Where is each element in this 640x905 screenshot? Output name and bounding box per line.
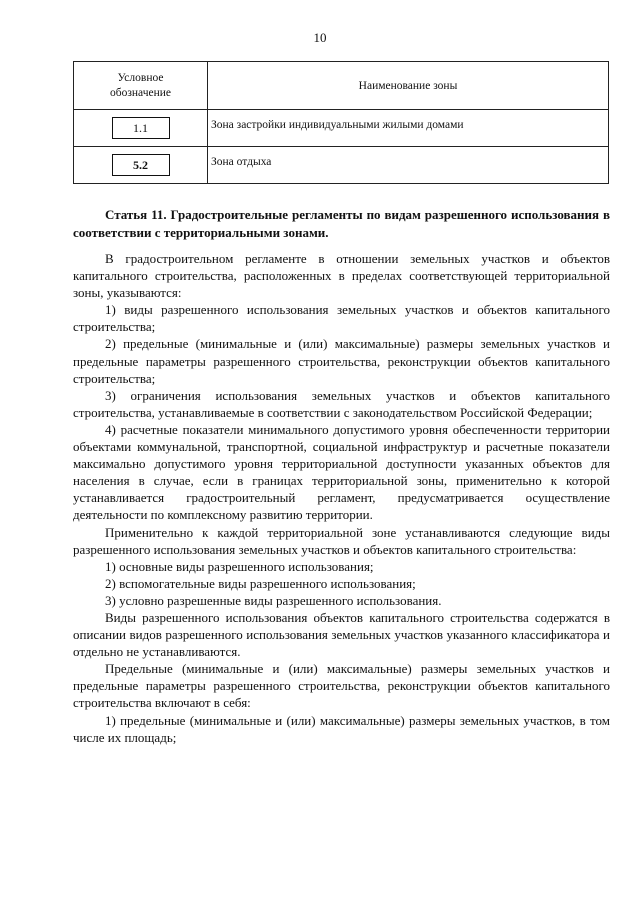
paragraph: Предельные (минимальные и (или) максимальные) размеры земельных участков и предельные параметры разрешенного строительства, реконструкции объектов капитального строительства включают в себя:: [73, 661, 610, 711]
table-row: [74, 110, 609, 147]
paragraph: 2) вспомогательные виды разрешенного использования;: [105, 575, 416, 591]
body-text: [73, 250, 610, 746]
article-title: Статья 11. Градостроительные регламенты по видам разрешенного использования в соответствии с территориальными зонами.: [73, 207, 610, 240]
paragraph: 3) ограничения использования земельных участков и объектов капитального строительства, устанавливаемые в соответствии с законодательством Российской Федерации;: [73, 387, 610, 420]
paragraph: 1) предельные (минимальные и (или) максимальные) размеры земельных участков, в том числе их площадь;: [73, 712, 610, 745]
paragraph: 1) виды разрешенного использования земельных участков и объектов капитального строительства;: [73, 302, 610, 335]
paragraph: 3) условно разрешенные виды разрешенного использования.: [105, 592, 442, 608]
zone-name: Зона застройки индивидуальными жилыми домами: [208, 110, 609, 147]
header-name: Наименование зоны: [208, 62, 609, 110]
page-number: 10: [313, 30, 327, 45]
paragraph: 1) основные виды разрешенного использования;: [105, 558, 374, 574]
paragraph: 2) предельные (минимальные и (или) максимальные) размеры земельных участков и предельные параметры разрешенного строительства, реконструкции объектов капитального строительства;: [73, 336, 610, 386]
zone-code-box: 5.2: [112, 154, 170, 176]
paragraph: 4) расчетные показатели минимального допустимого уровня обеспеченности территории объектами коммунальной, транспортной, социальной инфраструктур и расчетные показатели максимально допустимого уровня территориальной доступности указанных объектов для населения в случае, если в границах территориальной зоны, применительно к которой устанавливается градостроительный регламент, предусматривается осуществление деятельности по комплексному развитию территории.: [73, 421, 610, 523]
zone-name: Зона отдыха: [208, 147, 609, 184]
table-header-row: [74, 62, 609, 110]
paragraph: В градостроительном регламенте в отношении земельных участков и объектов капитального строительства, расположенных в пределах соответствующей территориальной зоны, указываются:: [73, 251, 610, 301]
zones-table: [73, 61, 609, 184]
zone-code-box: 1.1: [112, 117, 170, 139]
paragraph: Применительно к каждой территориальной зоне устанавливаются следующие виды разрешенного использования земельных участков и объектов капитального строительства:: [73, 524, 610, 557]
table-row: [74, 147, 609, 184]
paragraph: Виды разрешенного использования объектов капитального строительства содержатся в описании видов разрешенного использования земельных участков указанного классификатора и отдельно не устанавливаются.: [73, 609, 610, 660]
header-code: Условное обозначение: [74, 62, 208, 110]
